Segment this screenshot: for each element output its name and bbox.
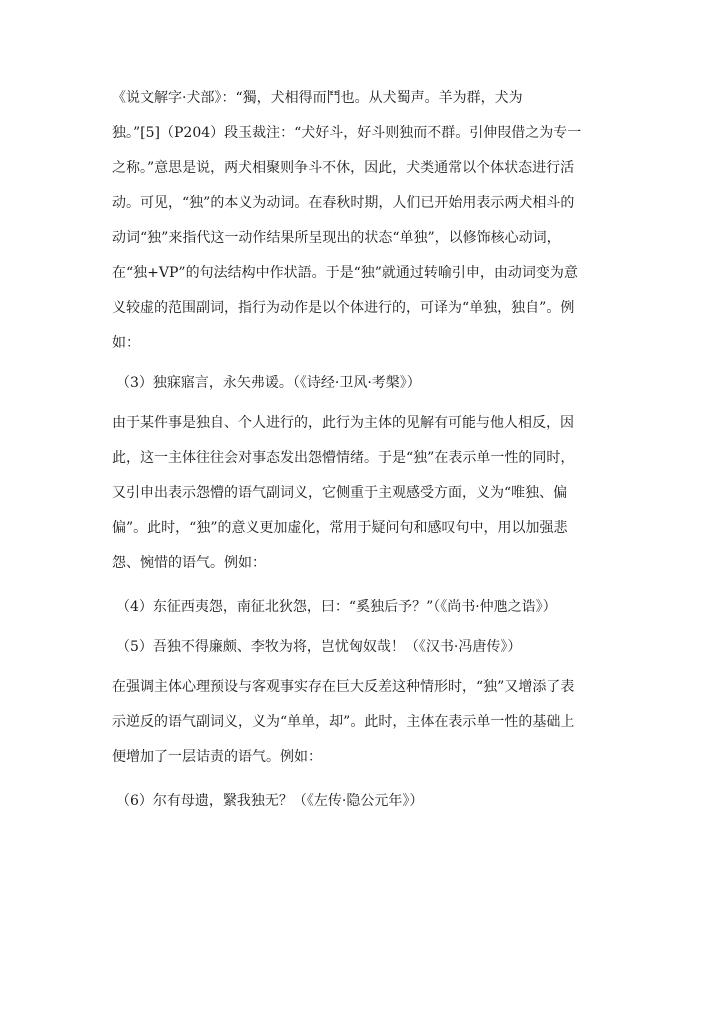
paragraph-line: 又引申出表示怨懵的语气副词义，它侧重于主观感受方面，义为“唯独、偏: [112, 485, 568, 501]
paragraph-line: 此，这一主体往往会对事态发出怨懵情绪。于是“独”在表示单一性的同时，: [112, 450, 575, 466]
paragraph-line: 之称。”意思是说，两犬相聚则争斗不休，因此，犬类通常以个体状态进行活: [112, 160, 575, 176]
paragraph-line: 动词“独”来指代这一动作结果所呈现出的状态“单独”，以修饰核心动词，: [112, 230, 561, 246]
paragraph-line: 示逆反的语气副词义，义为“单单，却”。此时，主体在表示单一性的基础上: [112, 714, 575, 730]
paragraph-line: 便增加了一层诘责的语气。例如：: [112, 749, 322, 765]
paragraph-line: 《说文解字·犬部》：“獨，犬相得而鬥也。从犬蜀声。羊为群，犬为: [112, 90, 523, 106]
paragraph-line: 义较虚的范围副词，指行为动作是以个体进行的，可译为“单独，独自”。例: [112, 300, 575, 316]
example-6: （6）尔有母遗，繄我独无？（《左传·隐公元年》）: [116, 793, 424, 809]
paragraph-line: 怨、惋惜的语气。例如：: [112, 555, 266, 571]
paragraph-line: 在“独+VP”的句法结构中作状語。于是“独”就通过转喻引申，由动词变为意: [112, 265, 578, 281]
paragraph-line: 由于某件事是独自、个人进行的，此行为主体的见解有可能与他人相反，因: [112, 415, 574, 431]
paragraph-line: 动。可见，“独”的本义为动词。在春秋时期，人们已开始用表示两犬相斗的: [112, 195, 575, 211]
paragraph-line: 如：: [112, 335, 140, 351]
example-5: （5）吾独不得廉颇、李牧为将，岂忧匈奴哉！（《汉书·冯唐传》）: [116, 639, 522, 655]
example-3: （3）独寐寤言，永矢弗谖。（《诗经·卫风·考槃》）: [116, 375, 421, 391]
paragraph-line: 偏”。此时，“独”的意义更加虚化，常用于疑问句和感叹句中，用以加强悲: [112, 520, 568, 536]
example-4: （4）东征西夷怨，南征北狄怨，曰：“奚独后予？”（《尚书·仲虺之诰》）: [116, 599, 557, 615]
paragraph-line: 在强调主体心理预设与客观事实存在巨大反差这种情形时，“独”又增添了表: [112, 679, 575, 695]
paragraph-line: 独。”[5]（P204）段玉裁注：“犬好斗，好斗则独而不群。引伸叚借之为专一: [112, 125, 582, 141]
